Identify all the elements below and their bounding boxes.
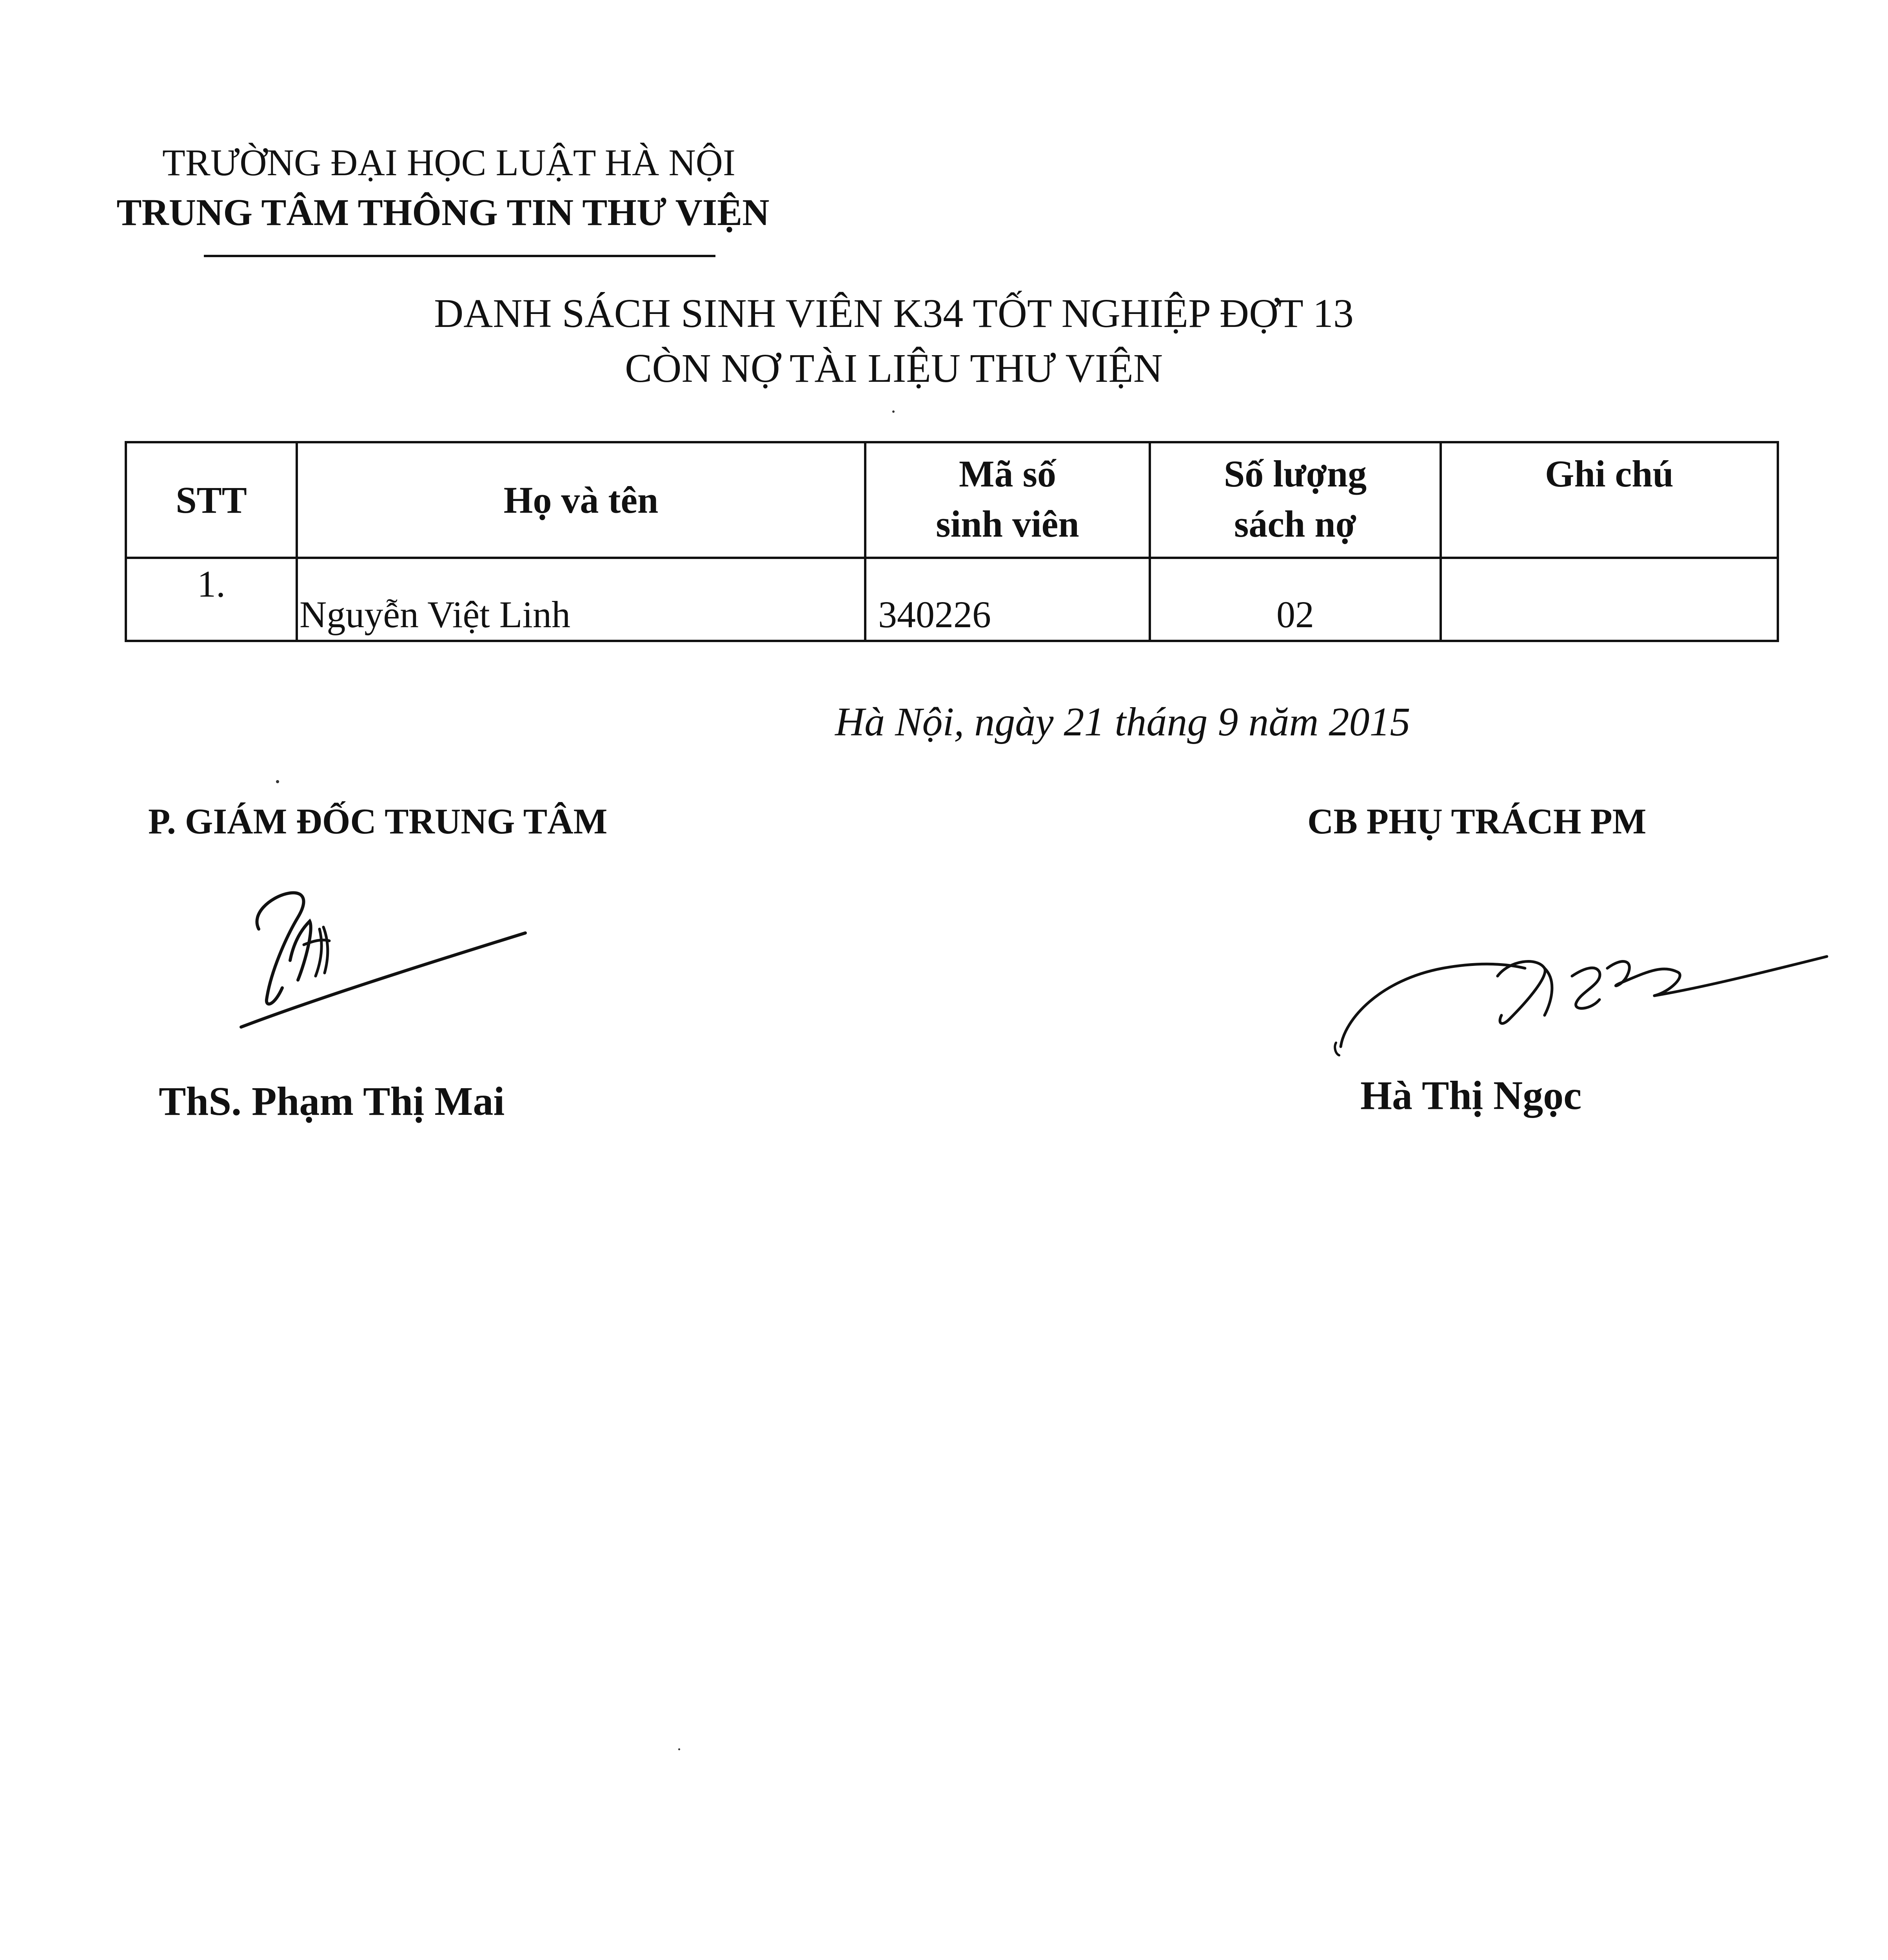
cell-stt: 1. [126,558,297,641]
right-signature-mark [1325,929,1835,1062]
document-title-line-1: DANH SÁCH SINH VIÊN K34 TỐT NGHIỆP ĐỢT 13 [434,291,1354,336]
scan-speck [892,410,895,413]
scan-speck [678,1748,680,1750]
cell-note [1441,558,1778,641]
header-student-id-line-1: Mã số [959,453,1056,495]
header-name-label: Họ và tên [503,479,659,521]
cell-student-id: 340226 [865,558,1150,641]
library-center-name: TRUNG TÂM THÔNG TIN THƯ VIỆN [116,191,770,233]
header-student-id [865,442,1150,558]
scan-speck [276,780,279,783]
header-stt-label: STT [176,479,247,521]
debt-table [125,441,1779,642]
header-student-id-line-2: sinh viên [936,503,1079,545]
cell-name: Nguyễn Việt Linh [297,558,865,641]
header-name [297,442,865,558]
table-row [126,558,1778,641]
left-signature-mark [235,870,541,1035]
header-stt [126,442,297,558]
right-signatory-name: Hà Thị Ngọc [1360,1073,1582,1118]
header-note-label: Ghi chú [1545,453,1674,495]
right-signatory-title: CB PHỤ TRÁCH PM [1307,801,1647,841]
header-books-owed-line-2: sách nợ [1234,503,1356,545]
left-signatory-title: P. GIÁM ĐỐC TRUNG TÂM [148,801,608,841]
header-books-owed-line-1: Số lượng [1224,453,1367,495]
place-date-line: Hà Nội, ngày 21 tháng 9 năm 2015 [835,699,1411,744]
document-title-line-2: CÒN NỢ TÀI LIỆU THƯ VIỆN [625,346,1163,391]
left-signatory-name: ThS. Phạm Thị Mai [159,1079,505,1124]
university-name: TRƯỜNG ĐẠI HỌC LUẬT HÀ NỘI [162,142,735,183]
table-header-row [126,442,1778,558]
header-note [1441,442,1778,558]
header-books-owed [1150,442,1441,558]
header-divider [204,255,715,257]
cell-books-owed: 02 [1150,558,1441,641]
